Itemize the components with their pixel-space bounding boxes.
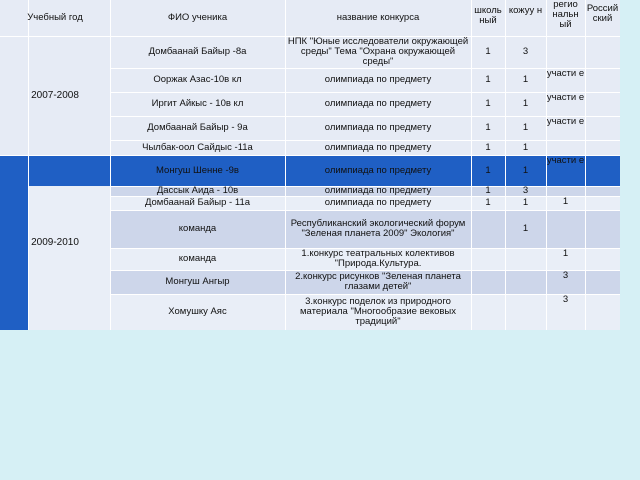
cell-school: [471, 294, 505, 330]
cell-contest: олимпиада по предмету: [324, 98, 432, 109]
cell-student: Дассык Аида - 10в: [156, 185, 239, 196]
cell-student: Домбаанай Байыр -8а: [148, 46, 247, 57]
cell-russian: [585, 270, 620, 294]
cell-kozhuun: 1: [522, 164, 529, 176]
cell-kozhuun: 1: [522, 122, 529, 133]
year-2009-2010: 2009-2010: [31, 236, 79, 248]
header-contest: название конкурса: [336, 12, 420, 23]
cell-student: Домбаанай Байыр - 11а: [144, 197, 251, 208]
cell-student: Домбаанай Байыр - 9а: [147, 122, 248, 133]
cell-school: 1: [485, 164, 491, 176]
cell-russian: [585, 36, 620, 68]
cell-contest: олимпиада по предмету: [324, 74, 432, 85]
cell-russian: [585, 116, 620, 140]
cell-school: [471, 248, 505, 270]
cell-contest: олимпиада по предмету: [324, 122, 432, 133]
cell-regional: участи е: [546, 68, 585, 79]
cell-school: 1: [485, 46, 491, 57]
cell-regional: 3: [562, 270, 569, 281]
cell-kozhuun: [505, 294, 546, 330]
cell-school: [471, 270, 505, 294]
cell-contest: олимпиада по предмету: [324, 164, 432, 176]
cell-student: Монгуш Ангыр: [165, 276, 230, 287]
cell-student: Иргит Айкыс - 10в кл: [151, 98, 244, 109]
cell-regional: участи е: [546, 92, 585, 103]
cell-regional: 3: [562, 294, 569, 305]
cell-russian: [585, 196, 620, 210]
cell-school: 1: [485, 141, 491, 153]
cell-contest: 1.конкурс театральных колективов "Природа.Культура.: [301, 248, 455, 269]
cell-contest: Республиканский экологический форум "Зеленая планета 2009" Экология": [290, 218, 466, 239]
cell-russian: [585, 248, 620, 270]
cell-regional: [546, 36, 585, 68]
year-2007-2008: 2007-2008: [31, 89, 79, 101]
cell-kozhuun: 1: [522, 223, 529, 234]
cell-contest: НПК "Юные исследователи окружающей среды" Тема "Охрана окружающей среды": [287, 36, 469, 67]
cell-school: 1: [485, 185, 491, 196]
cell-russian: [585, 140, 620, 155]
cell-russian: [585, 68, 620, 92]
header-year: Учебный год: [27, 12, 83, 23]
cell-contest: 3.конкурс поделок из природного материала "Многообразие вековых традиций": [300, 296, 456, 327]
cell-kozhuun: [505, 270, 546, 294]
cell-contest: 2.конкурс рисунков "Зеленая планета глазами детей": [295, 271, 461, 292]
cell-regional: 1: [562, 196, 569, 207]
header-student: ФИО ученика: [167, 12, 228, 23]
cell-kozhuun: 1: [522, 98, 529, 109]
cell-student: Ооржак Азас-10в кл: [153, 74, 242, 85]
cell-contest: олимпиада по предмету: [324, 185, 432, 196]
cell-russian: [585, 186, 620, 196]
cell-regional: [546, 186, 585, 196]
cell-regional: [546, 140, 585, 155]
cell-school: 1: [485, 98, 491, 109]
cell-russian: [585, 155, 620, 186]
cell-kozhuun: [505, 248, 546, 270]
cell-kozhuun: 1: [522, 141, 529, 153]
cell-kozhuun: 3: [522, 185, 529, 196]
cell-russian: [585, 92, 620, 116]
header-russian: Россий ский: [586, 3, 619, 24]
cell-student: Монгуш Шенне -9в: [156, 164, 239, 176]
cell-russian: [585, 210, 620, 248]
cell-student: команда: [178, 253, 217, 264]
header-school: школь ный: [474, 5, 502, 26]
header-regional: регио нальн ый: [552, 0, 579, 30]
cell-school: 1: [485, 122, 491, 133]
cell-regional: участи е: [546, 116, 585, 127]
cell-contest: олимпиада по предмету: [324, 197, 432, 208]
cell-student: Чылбак-оол Сайдыс -11а: [142, 141, 253, 153]
cell-kozhuun: 1: [522, 197, 529, 208]
cell-russian: [585, 294, 620, 330]
cell-school: 1: [485, 74, 491, 85]
header-kozhuun: кожуу н: [508, 5, 543, 16]
cell-school: 1: [485, 197, 491, 208]
cell-school: [471, 210, 505, 248]
cell-regional: 1: [562, 248, 569, 259]
cell-kozhuun: 1: [522, 74, 529, 85]
cell-student: команда: [178, 223, 217, 234]
cell-contest: олимпиада по предмету: [324, 141, 432, 153]
cell-regional: участи е: [546, 155, 585, 166]
cell-kozhuun: 3: [522, 46, 529, 57]
cell-regional: [546, 210, 585, 248]
cell-student: Хомушку Аяс: [168, 306, 227, 317]
